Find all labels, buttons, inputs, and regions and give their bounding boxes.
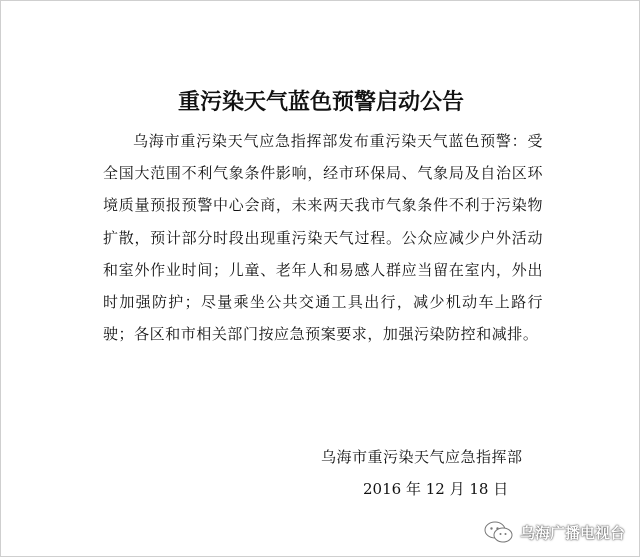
document-date: 2016 年 12 月 18 日 xyxy=(363,480,509,498)
wechat-icon xyxy=(484,520,514,544)
watermark-text: 乌海广播电视台 xyxy=(519,523,625,542)
document-title: 重污染天气蓝色预警启动公告 xyxy=(177,90,464,115)
watermark xyxy=(484,520,625,544)
document-signature: 乌海市重污染天气应急指挥部 xyxy=(321,448,523,466)
document-body: 乌海市重污染天气应急指挥部发布重污染天气蓝色预警：受全国大范围不利气象条件影响，经市环保局、气象局及自治区环境质量预报预警中心会商，未来两天我市气象条件不利于污染物扩散，预计部分时段出现重污染天气过程。公众应减少户外活动和室外作业时间；儿童、老年人和易感人群应当留在室内，外出时加强防护；尽量乘坐公共交通工具出行，减少机动车上路行驶；各区和市相关部门按应急预案要求，加强污染防控和减排。 xyxy=(103,132,543,344)
